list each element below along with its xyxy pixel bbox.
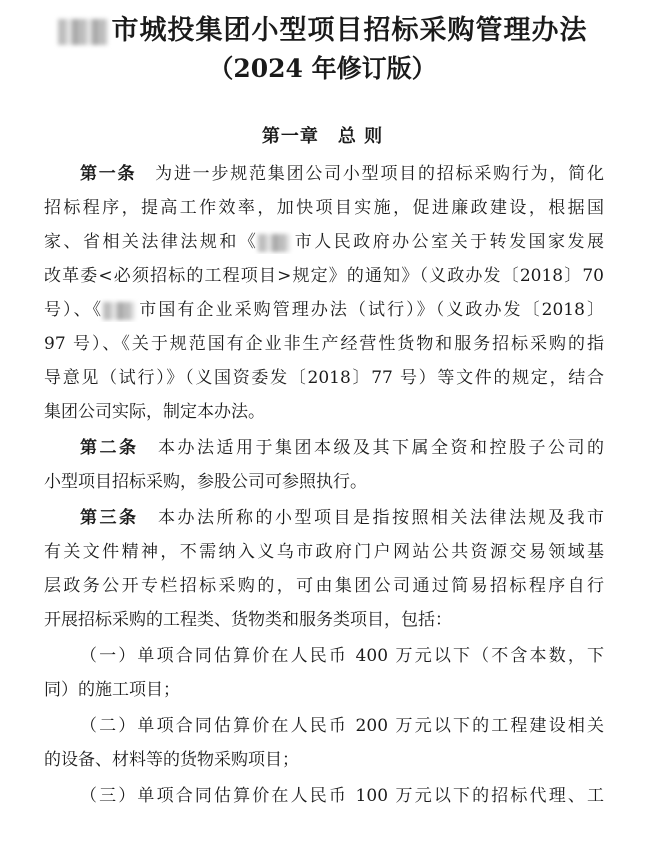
list-item-line: 的设备、材料等的货物采购项目； [44,750,299,770]
list-item-line: （二）单项合同估算价在人民币 200 万元以下的工程建设相关 [80,716,604,736]
list-item-line: （一）单项合同估算价在人民币 400 万元以下（不含本数，下 [80,646,604,666]
article-text: 市国有企业采购管理办法（试行）》（义政办发〔2018〕 [137,300,604,320]
article-label: 第三条 [80,508,139,528]
article-1-line: 导意见（试行）》（义国资委发〔2018〕77 号）等文件的规定，结合 [44,368,604,388]
article-text: 本办法适用于集团本级及其下属全资和控股子公司的 [158,438,604,458]
article-3-line: 开展招标采购的工程类、货物类和服务类项目，包括： [44,610,452,630]
article-text: 号）、《 [44,300,104,320]
article-1-line: 改革委<必须招标的工程项目>规定》的通知》（义政办发〔2018〕70 [44,266,604,286]
article-3-line [80,506,604,530]
document-subtitle: （2024 年修订版） [208,54,437,83]
document-title [0,12,645,50]
article-1-line: 招标程序，提高工作效率，加快项目实施，促进廉政建设，根据国 [44,198,604,218]
article-1-line [80,162,604,186]
list-item-line: 同）的施工项目； [44,680,180,700]
article-3-line: 有关文件精神，不需纳入义乌市政府门户网站公共资源交易领域基 [44,542,604,562]
article-2-line: 小型项目招标采购，参股公司可参照执行。 [44,472,367,492]
redacted-city-name [103,302,135,320]
article-1-line: 集团公司实际，制定本办法。 [44,402,265,422]
article-3-line: 层政务公开专栏招标采购的，可由集团公司通过简易招标程序自行 [44,576,604,596]
article-2-line [80,436,604,460]
article-1-line: 97 号）、《关于规范国有企业非生产经营性货物和服务招标采购的指 [44,334,604,354]
redacted-city-name [58,19,108,45]
chapter-heading: 第一章 总 则 [261,126,384,147]
article-label: 第二条 [80,438,139,458]
article-text: 市人民政府办公室关于转发国家发展 [292,232,604,252]
article-text: 本办法所称的小型项目是指按照相关法律法规及我市 [158,508,604,528]
article-1-line [44,298,604,322]
article-1-line [44,230,604,254]
article-text: 为进一步规范集团公司小型项目的招标采购行为，简化 [155,164,604,184]
list-item-line: （三）单项合同估算价在人民币 100 万元以下的招标代理、工 [80,786,604,806]
redacted-city-name [258,234,290,252]
article-label: 第一条 [80,164,137,184]
article-text: 家、省相关法律法规和《 [44,232,259,252]
document-title-text: 市城投集团小型项目招标采购管理办法 [111,15,588,46]
